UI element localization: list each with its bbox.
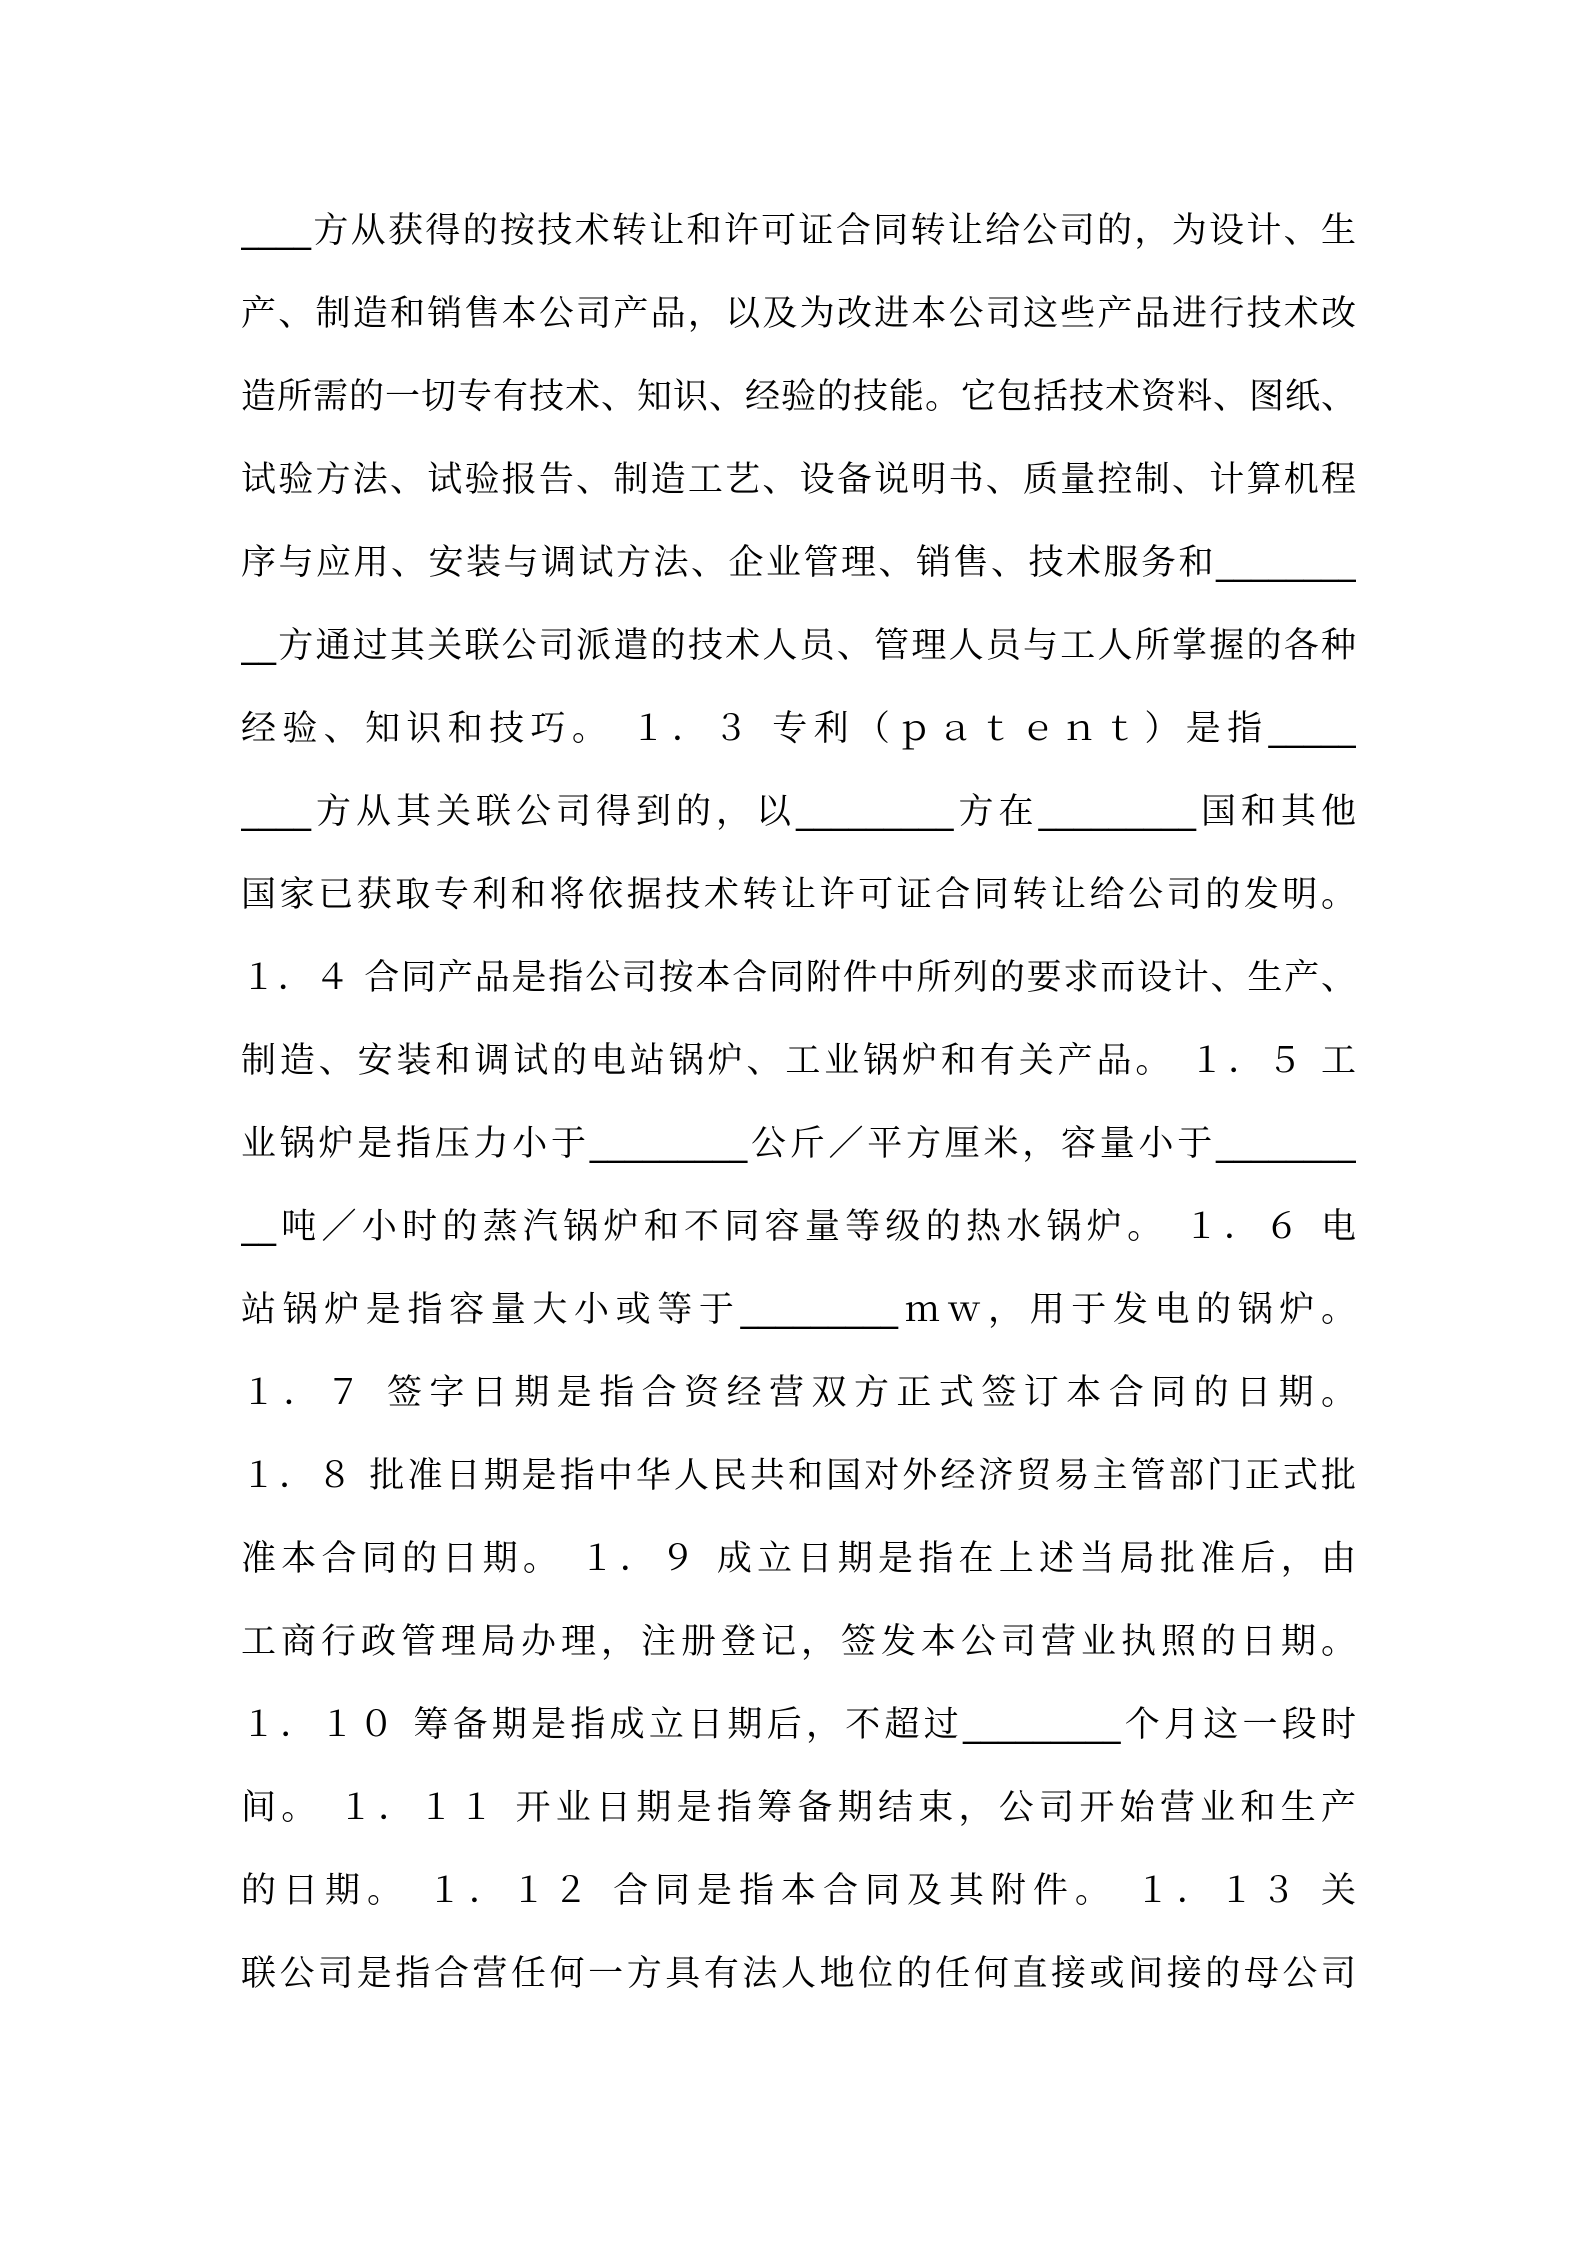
text-line: 间。 １．１１ 开业日期是指筹备期结束，公司开始营业和生产 xyxy=(241,1788,1356,1828)
text-line: 国家已获取专利和将依据技术转让许可证合同转让给公司的发明。 xyxy=(241,875,1356,915)
text-line: 准本合同的日期。 １．９ 成立日期是指在上述当局批准后，由 xyxy=(241,1539,1356,1579)
text-line: 业锅炉是指压力小于_________公斤／平方厘米，容量小于________ xyxy=(241,1124,1356,1164)
text-line: 经验、知识和技巧。 １．３ 专利（ｐａｔｅｎｔ）是指_____ xyxy=(241,709,1356,749)
text-line: 序与应用、安装与调试方法、企业管理、销售、技术服务和________ xyxy=(241,543,1356,583)
text-line: ____方从获得的按技术转让和许可证合同转让给公司的，为设计、生 xyxy=(241,211,1356,251)
text-line: 站锅炉是指容量大小或等于_________ｍｗ，用于发电的锅炉。 xyxy=(241,1290,1356,1330)
text-line: １．８ 批准日期是指中华人民共和国对外经济贸易主管部门正式批 xyxy=(241,1456,1356,1496)
text-line: １．４ 合同产品是指公司按本合同附件中所列的要求而设计、生产、 xyxy=(241,958,1356,998)
text-line: 联公司是指合营任何一方具有法人地位的任何直接或间接的母公司 xyxy=(241,1954,1356,1994)
text-line: 的日期。 １．１２ 合同是指本合同及其附件。 １．１３ 关 xyxy=(241,1871,1356,1911)
text-line: 造所需的一切专有技术、知识、经验的技能。它包括技术资料、图纸、 xyxy=(241,377,1356,417)
text-line: １．７ 签字日期是指合资经营双方正式签订本合同的日期。 xyxy=(241,1373,1356,1413)
text-line: ____方从其关联公司得到的，以_________方在_________国和其他 xyxy=(241,792,1356,832)
text-line: １．１０ 筹备期是指成立日期后，不超过_________个月这一段时 xyxy=(241,1705,1356,1745)
text-line: __吨／小时的蒸汽锅炉和不同容量等级的热水锅炉。 １．６ 电 xyxy=(241,1207,1356,1247)
text-line: 工商行政管理局办理，注册登记，签发本公司营业执照的日期。 xyxy=(241,1622,1356,1662)
text-line: __方通过其关联公司派遣的技术人员、管理人员与工人所掌握的各种 xyxy=(241,626,1356,666)
document-body xyxy=(241,196,1356,2022)
text-line: 制造、安装和调试的电站锅炉、工业锅炉和有关产品。 １．５ 工 xyxy=(241,1041,1356,1081)
text-line: 试验方法、试验报告、制造工艺、设备说明书、质量控制、计算机程 xyxy=(241,460,1356,500)
text-line: 产、制造和销售本公司产品，以及为改进本公司这些产品进行技术改 xyxy=(241,294,1356,334)
